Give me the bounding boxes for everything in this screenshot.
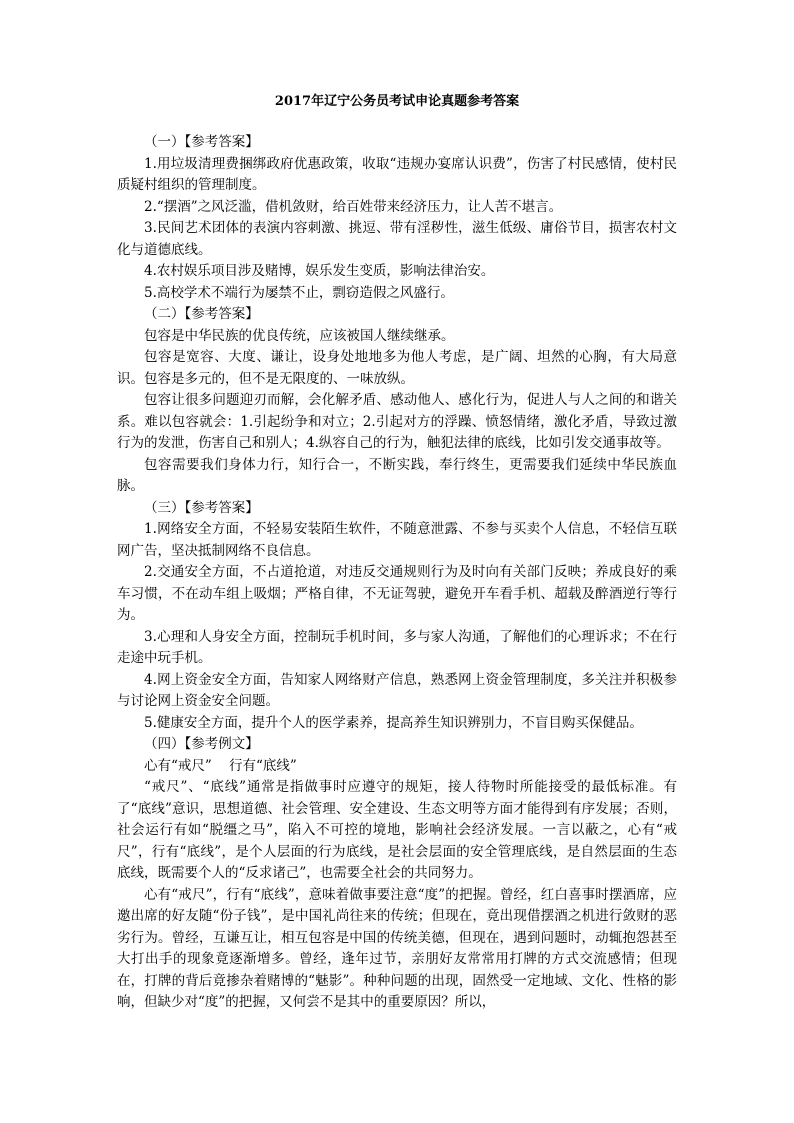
- paragraph: 4.农村娱乐项目涉及赌博，娱乐发生变质，影响法律治安。: [144, 263, 495, 279]
- paragraph: 1.用垃圾清理费捆绑政府优惠政策，收取“违规办宴席认识费”，伤害了村民感情，使村民质疑村组织的管理制度。: [117, 155, 677, 193]
- paragraph: “戒尺”、“底线”通常是指做事时应遵守的规矩，接人待物时所能接受的最低标准。有了“底线”意识，思想道德、社会管理、安全建设、生态文明等方面才能得到有序发展；否则，社会运行有如“脱缰之马”，陷入不可控的境地，影响社会经济发展。一言以蔽之，心有“戒尺”，行有“底线”，是个人层面的行为底线，是社会层面的安全管理底线，是自然层面的生态底线，既需要个人的“反求诸己”，也需要全社会的共同努力。: [117, 779, 677, 881]
- section-1: [117, 132, 677, 304]
- paragraph: 包容是中华民族的优良传统，应该被国人继续继承。: [144, 327, 455, 344]
- paragraph: 2.交通安全方面，不占道抢道，对违反交通规则行为及时向有关部门反映；养成良好的乘车习惯，不在动车组上吸烟；严格自律，不无证驾驶，避免开车看手机、超载及醉酒逆行等行为。: [117, 564, 677, 623]
- paragraph: 包容是宽容、大度、谦让，设身处地地多为他人考虑，是广阔、坦然的心胸，有大局意识。包容是多元的，但不是无限度的、一味放纵。: [117, 349, 677, 387]
- paragraph: 5.健康安全方面，提升个人的医学素养，提高养生知识辨别力，不盲目购买保健品。: [144, 714, 643, 731]
- essay-title: 心有“戒尺” 行有“底线”: [144, 757, 297, 774]
- section-heading: （三）【参考答案】: [144, 499, 259, 516]
- paragraph: 包容让很多问题迎刃而解，会化解矛盾、感动他人、感化行为，促进人与人之间的和谐关系。难以包容就会：1.引起纷争和对立；2.引起对方的浮躁、愤怒情绪，激化矛盾，导致过激行为的发泄，伤害自己和别人；4.纵容自己的行为，触犯法律的底线，比如引发交通事故等。: [117, 392, 677, 451]
- section-heading: （一）【参考答案】: [144, 134, 259, 150]
- section-2: [117, 304, 677, 498]
- paragraph: 1.网络安全方面，不轻易安装陌生软件，不随意泄露、不参与买卖个人信息，不轻信互联网广告，坚决抵制网络不良信息。: [117, 521, 677, 559]
- paragraph: 3.心理和人身安全方面，控制玩手机时间，多与家人沟通，了解他们的心理诉求；不在行走途中玩手机。: [117, 628, 677, 666]
- section-4: [117, 734, 677, 1014]
- document-page: [117, 92, 677, 1014]
- paragraph: 4.网上资金安全方面，告知家人网络财产信息，熟悉网上资金管理制度，多关注并积极参与讨论网上资金安全问题。: [117, 671, 677, 709]
- paragraph: 2.“摆酒”之风泛滥，借机敛财，给百姓带来经济压力，让人苦不堪言。: [144, 198, 563, 215]
- paragraph: 5.高校学术不端行为屡禁不止，剽窃造假之风盛行。: [144, 284, 454, 301]
- paragraph: 心有“戒尺”，行有“底线”，意味着做事要注意“度”的把握。曾经，红白喜事时摆酒席，应邀出席的好友随“份子钱”，是中国礼尚往来的传统；但现在，竟出现借摆酒之机进行敛财的恶劣行为。曾经，互谦互让，相互包容是中国的传统美德，但现在，遇到问题时，动辄抱怨甚至大打出手的现象竟逐渐增多。曾经，逢年过节，亲朋好友常常用打牌的方式交流感情；但现在，打牌的背后竟掺杂着赌博的“魅影”。种种问题的出现，固然受一定地域、文化、性格的影响，但缺少对“度”的把握，又何尝不是其中的重要原因？所以，: [117, 886, 677, 1010]
- document-title: 2017年辽宁公务员考试申论真题参考答案: [274, 94, 520, 109]
- section-heading: （四）【参考例文】: [144, 736, 259, 752]
- paragraph: 3.民间艺术团体的表演内容刺激、挑逗、带有淫秽性，滋生低级、庸俗节目，损害农村文化与道德底线。: [117, 220, 677, 258]
- section-3: [117, 498, 677, 735]
- paragraph: 包容需要我们身体力行，知行合一，不断实践，奉行终生，更需要我们延续中华民族血脉。: [117, 456, 677, 494]
- section-heading: （二）【参考答案】: [144, 306, 259, 322]
